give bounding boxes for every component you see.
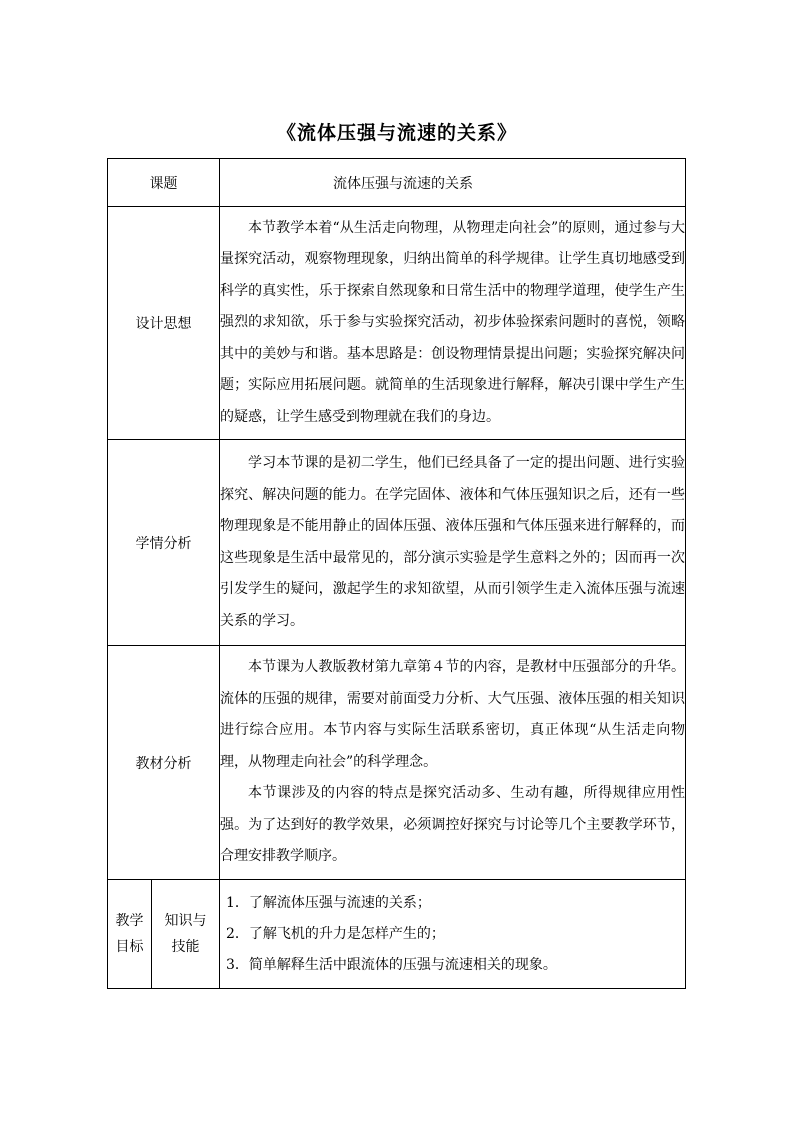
design-paragraph: 本节教学本着“从生活走向物理，从物理走向社会”的原则，通过参与大量探究活动，观察物理现象，归纳出简单的科学规律。让学生真切地感受到科学的真实性，乐于探索自然现象和日常生活中的物理学道理，使学生产生强烈的求知欲，乐于参与实验探究活动，初步体验探索问题时的喜悦，领略其中的美妙与和谐。基本思路是：创设物理情景提出问题；实验探究解决问题；实际应用拓展问题。就简单的生活现象进行解释，解决引课中学生产生的疑惑，让学生感受到物理就在我们的身边。 [220, 219, 685, 425]
students-paragraph: 学习本节课的是初二学生，他们已经具备了一定的提出问题、进行实验探究、解决问题的能力。在学完固体、液体和气体压强知识之后，还有一些物理现象是不能用静止的固体压强、液体压强和气体压强来进行解释的，而这些现象是生活中最常见的，部分演示实验是学生意料之外的；因而再一次引发学生的疑问，激起学生的求知欲望，从而引领学生走入流体压强与流速关系的学习。 [220, 455, 685, 629]
goal-item-1: 1．了解流体压强与流速的关系； [226, 894, 431, 911]
content-goals [220, 880, 686, 989]
label-students: 学情分析 [108, 440, 220, 646]
goal-item-2: 2．了解飞机的升力是怎样产生的； [226, 925, 445, 942]
row-students [108, 440, 686, 646]
lesson-plan-table [107, 158, 686, 989]
content-design [220, 207, 686, 440]
row-textbook [108, 646, 686, 880]
label-goals [108, 880, 152, 989]
value-topic: 流体压强与流速的关系 [220, 159, 686, 207]
label-design: 设计思想 [108, 207, 220, 440]
row-goals [108, 880, 686, 989]
content-students [220, 440, 686, 646]
textbook-paragraph-2: 本节课涉及的内容的特点是探究活动多、生动有趣，所得规律应用性强。为了达到好的教学效果，必须调控好探究与讨论等几个主要教学环节，合理安排教学顺序。 [220, 785, 685, 865]
label-knowledge-line1: 知识与 [164, 913, 207, 929]
goal-item-3: 3．简单解释生活中跟流体的压强与流速相关的现象。 [226, 956, 557, 973]
textbook-paragraph-1: 本节课为人教版教材第九章第４节的内容，是教材中压强部分的升华。流体的压强的规律，需要对前面受力分析、大气压强、液体压强的相关知识进行综合应用。本节内容与实际生活联系密切，真正体现“从生活走向物理，从物理走向社会”的科学理念。 [220, 659, 685, 770]
label-knowledge-line2: 技能 [171, 939, 200, 955]
row-topic [108, 159, 686, 207]
label-knowledge-skills [152, 880, 220, 989]
label-goals-line1: 教学 [115, 913, 144, 929]
content-textbook [220, 646, 686, 880]
label-topic: 课题 [108, 159, 220, 207]
label-textbook: 教材分析 [108, 646, 220, 880]
document-title: 《流体压强与流速的关系》 [276, 122, 517, 144]
row-design [108, 207, 686, 440]
label-goals-line2: 目标 [115, 939, 144, 955]
